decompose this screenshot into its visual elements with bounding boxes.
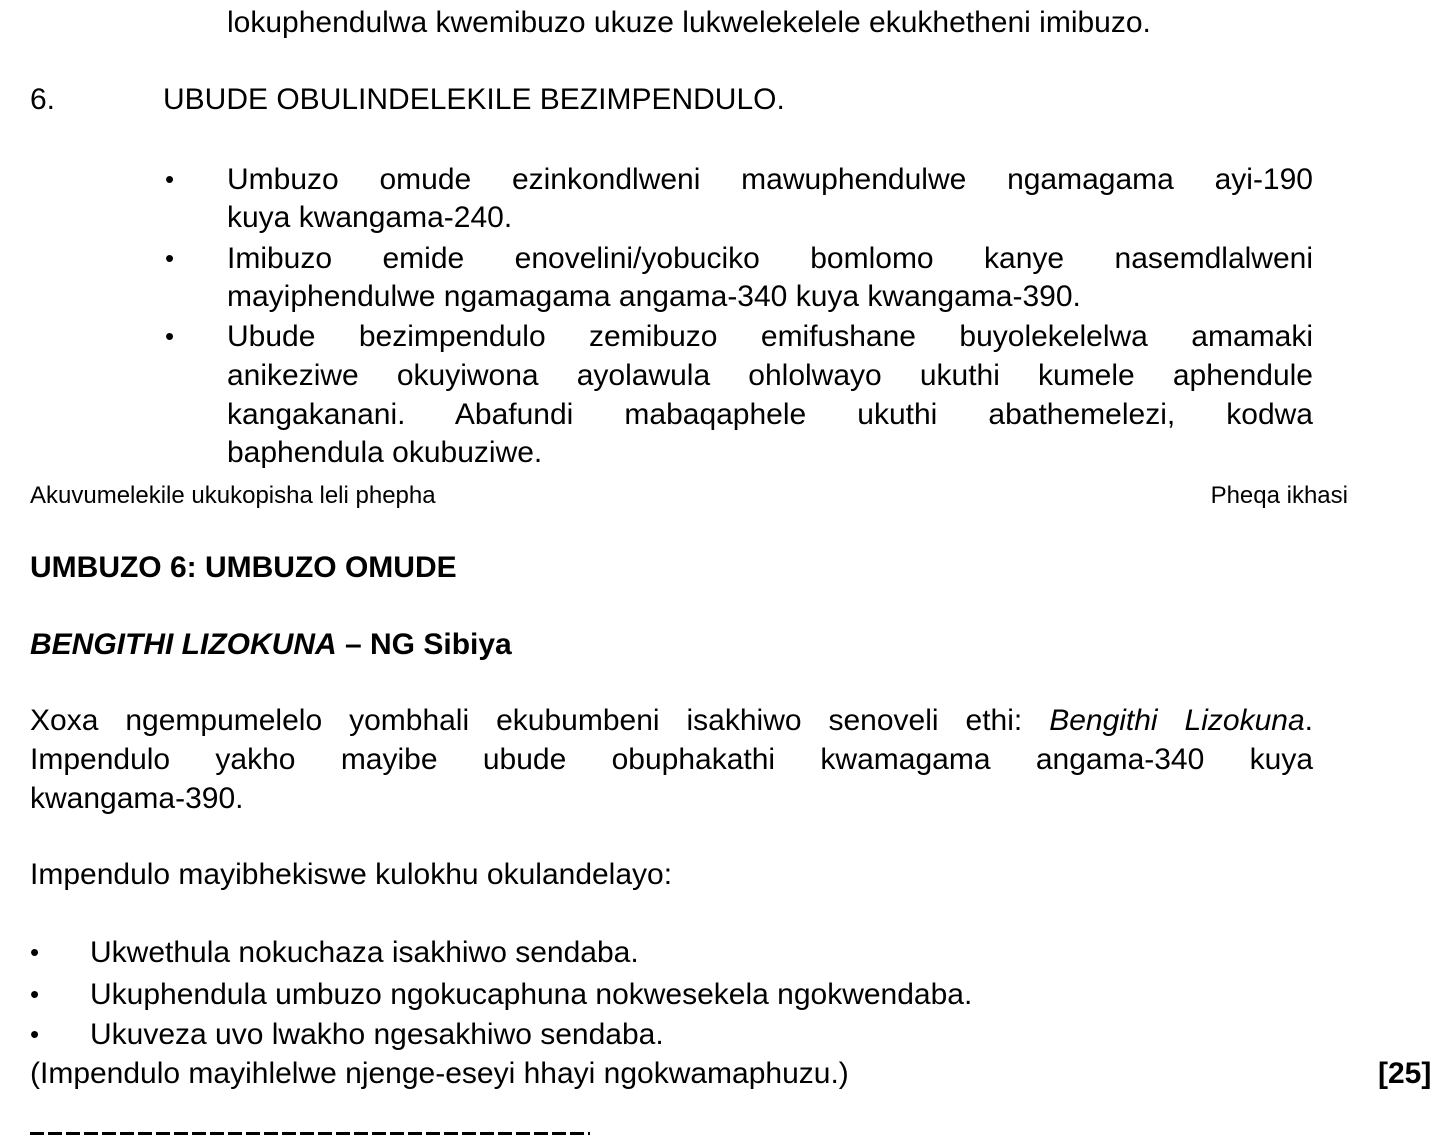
list-item-text: mayiphendulwe ngamagama angama-340 kuya kwangama-390. [227, 280, 1081, 313]
bullet-icon: • [165, 243, 175, 273]
paragraph-line: kwangama-390. [30, 782, 244, 815]
bullet-icon: • [30, 1019, 40, 1049]
footer-turn-page: Pheqa ikhasi [1210, 482, 1348, 509]
partial-line-divider [30, 1126, 590, 1135]
novel-title: Bengithi Lizokuna [1049, 704, 1305, 737]
section-heading: UBUDE OBULINDELEKILE BEZIMPENDULO. [163, 83, 785, 116]
list-item-text: Ukuphendula umbuzo ngokucaphuna nokwesekela ngokwendaba. [90, 978, 973, 1011]
list-item-text: kuya kwangama-240. [227, 201, 513, 234]
work-title: BENGITHI LIZOKUNA [30, 628, 337, 661]
list-item-text: Ubude bezimpendulo zemibuzo emifushane buyolekelelwa amamaki [227, 320, 1313, 353]
bullet-icon: • [165, 321, 175, 351]
list-item-text: anikeziwe okuyiwona ayolawula ohlolwayo ukuthi kumele aphendule [227, 359, 1313, 392]
paragraph-line: Impendulo yakho mayibe ubude obuphakathi kwamagama angama-340 kuya [30, 743, 1313, 776]
footer-copyright-notice: Akuvumelekile ukukopisha leli phepha [30, 482, 436, 509]
marks-total: [25] [1378, 1057, 1431, 1090]
question-heading: UMBUZO 6: UMBUZO OMUDE [30, 551, 457, 584]
list-item-text: Umbuzo omude ezinkondlweni mawuphendulwe ngamagama ayi-190 [227, 163, 1313, 196]
answer-format-note: (Impendulo mayihlelwe njenge-eseyi hhayi ngokwamaphuzu.) [30, 1057, 849, 1090]
list-item-text: kangakanani. Abafundi mabaqaphele ukuthi abathemelezi, kodwa [227, 398, 1313, 431]
paragraph-text: . [1304, 704, 1313, 737]
bullet-icon: • [30, 979, 40, 1009]
instruction-text: Impendulo mayibhekiswe kulokhu okulandelayo: [30, 858, 673, 891]
bullet-icon: • [165, 164, 175, 194]
list-item-text: baphendula okubuziwe. [227, 436, 543, 469]
list-item-text: Ukwethula nokuchaza isakhiwo sendaba. [90, 936, 639, 969]
paragraph-line [30, 701, 1313, 740]
list-item-text: Ukuveza uvo lwakho ngesakhiwo sendaba. [90, 1018, 664, 1051]
work-author: – NG Sibiya [336, 628, 512, 661]
paragraph-text: Xoxa ngempumelelo yombhali ekubumbeni isakhiwo senoveli ethi: [30, 704, 1050, 737]
section-number: 6. [30, 83, 56, 116]
list-item-text: Imibuzo emide enovelini/yobuciko bomlomo kanye nasemdlalweni [227, 242, 1313, 275]
work-title-line [30, 625, 512, 664]
previous-page-fragment: lokuphendulwa kwemibuzo ukuze lukwelekelele ekukhetheni imibuzo. [227, 6, 1151, 39]
bullet-icon: • [30, 937, 40, 967]
